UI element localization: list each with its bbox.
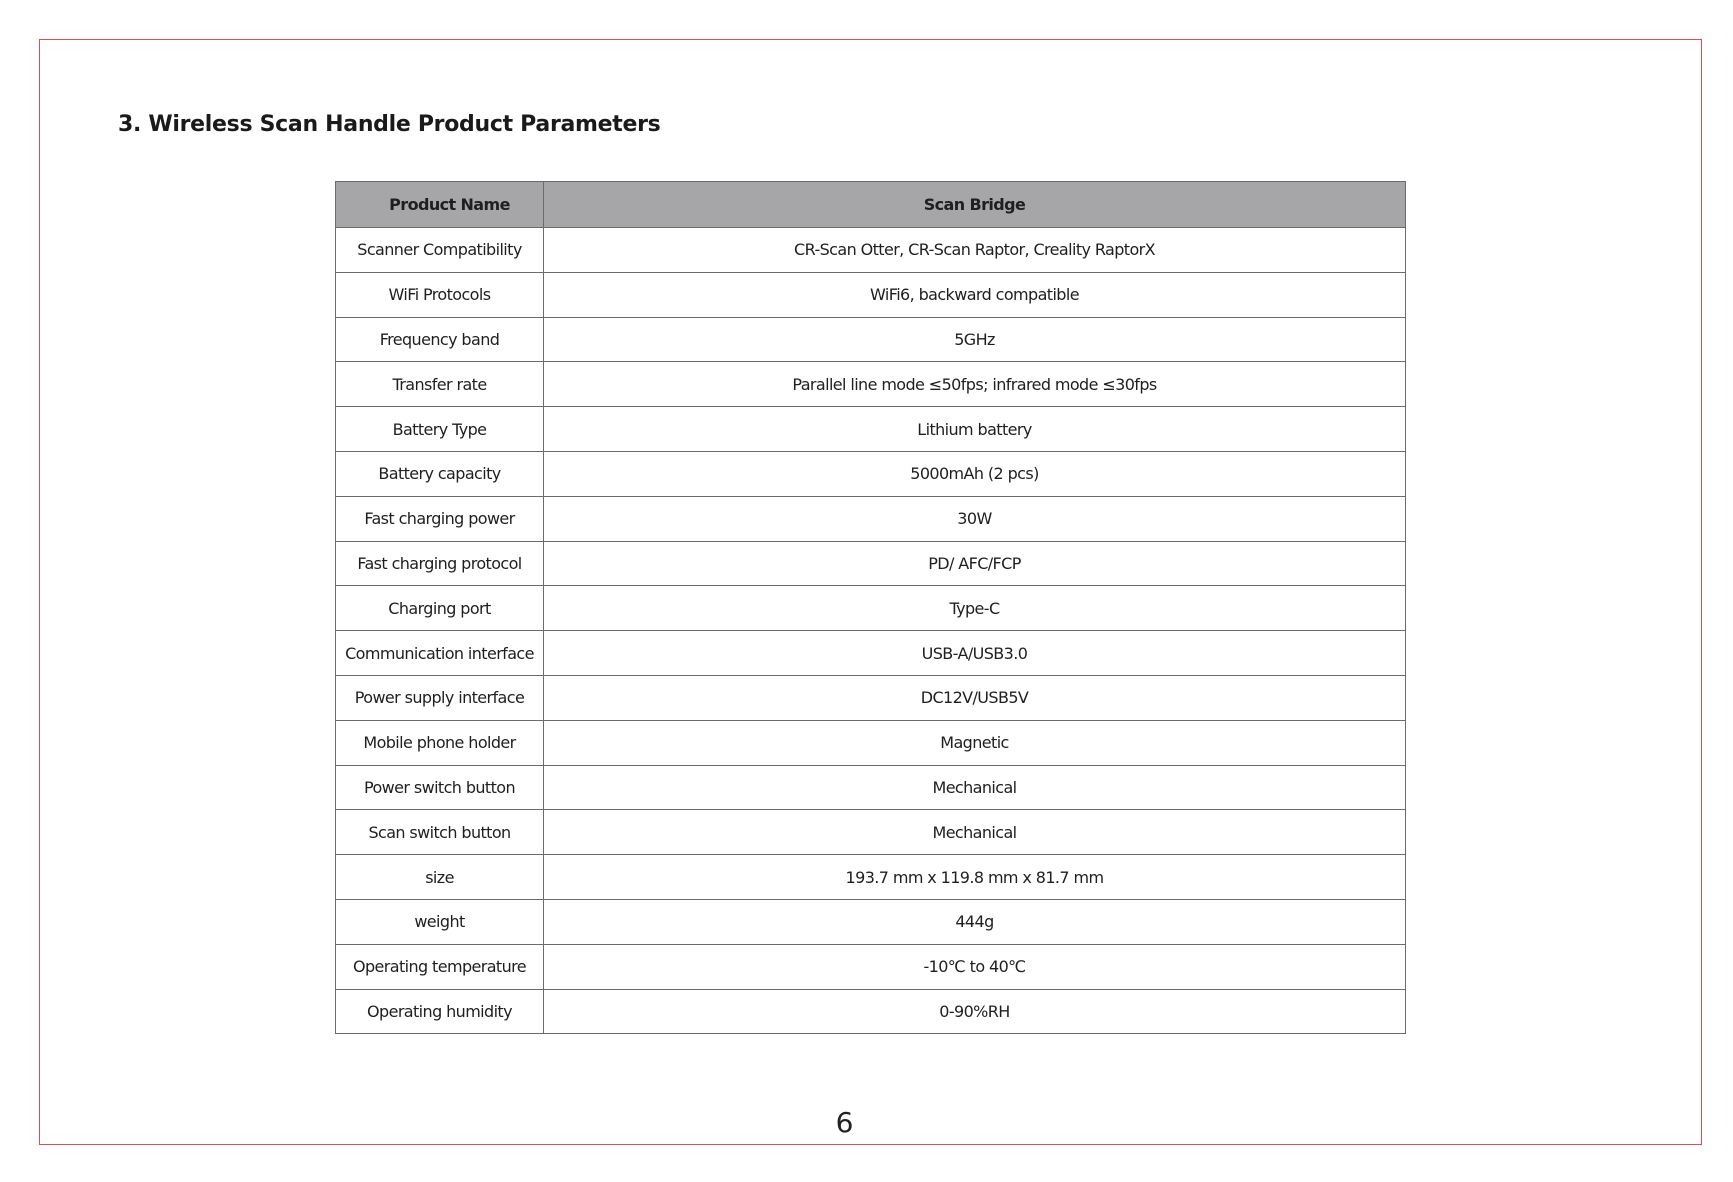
parameter-value-cell: USB-A/USB3.0 <box>544 631 1406 676</box>
parameter-value-cell: -10℃ to 40℃ <box>544 944 1406 989</box>
table-row <box>336 765 1406 810</box>
parameter-name-cell: size <box>336 855 544 900</box>
parameter-name-cell: Operating humidity <box>336 989 544 1034</box>
parameter-value-cell: Mechanical <box>544 765 1406 810</box>
parameter-name-cell: Fast charging power <box>336 496 544 541</box>
table-row <box>336 317 1406 362</box>
table-row <box>336 989 1406 1034</box>
parameter-value-cell: 0-90%RH <box>544 989 1406 1034</box>
table-row <box>336 810 1406 855</box>
table-row <box>336 631 1406 676</box>
parameter-value-cell: 30W <box>544 496 1406 541</box>
table-row <box>336 899 1406 944</box>
parameter-value-cell: CR-Scan Otter, CR-Scan Raptor, Creality RaptorX <box>544 228 1406 273</box>
parameter-name-cell: Mobile phone holder <box>336 720 544 765</box>
table-header-row <box>336 182 1406 228</box>
parameter-name-cell: WiFi Protocols <box>336 272 544 317</box>
table-row <box>336 855 1406 900</box>
parameter-value-cell: DC12V/USB5V <box>544 675 1406 720</box>
table-row <box>336 228 1406 273</box>
header-value: Scan Bridge <box>544 182 1406 228</box>
table-row <box>336 586 1406 631</box>
table-row <box>336 675 1406 720</box>
table-row <box>336 451 1406 496</box>
parameter-value-cell: Type-C <box>544 586 1406 631</box>
table-row <box>336 362 1406 407</box>
parameter-name-cell: Fast charging protocol <box>336 541 544 586</box>
parameter-value-cell: 444g <box>544 899 1406 944</box>
parameter-name-cell: Scan switch button <box>336 810 544 855</box>
table-row <box>336 944 1406 989</box>
parameter-name-cell: Communication interface <box>336 631 544 676</box>
table-row <box>336 720 1406 765</box>
parameter-name-cell: Battery capacity <box>336 451 544 496</box>
parameter-name-cell: Battery Type <box>336 407 544 452</box>
parameter-value-cell: PD/ AFC/FCP <box>544 541 1406 586</box>
table-row <box>336 407 1406 452</box>
parameter-value-cell: Lithium battery <box>544 407 1406 452</box>
parameter-name-cell: Power supply interface <box>336 675 544 720</box>
table-row <box>336 496 1406 541</box>
parameter-value-cell: Parallel line mode ≤50fps; infrared mode ≤30fps <box>544 362 1406 407</box>
parameter-name-cell: weight <box>336 899 544 944</box>
parameter-name-cell: Charging port <box>336 586 544 631</box>
parameter-value-cell: Magnetic <box>544 720 1406 765</box>
spec-table-body <box>336 228 1406 1034</box>
parameter-value-cell: 193.7 mm x 119.8 mm x 81.7 mm <box>544 855 1406 900</box>
table-row <box>336 272 1406 317</box>
spec-table <box>335 181 1406 1034</box>
parameter-name-cell: Transfer rate <box>336 362 544 407</box>
parameter-value-cell: 5GHz <box>544 317 1406 362</box>
header-parameter: Product Name <box>336 182 544 228</box>
page-number: 6 <box>835 1106 854 1139</box>
parameter-value-cell: 5000mAh (2 pcs) <box>544 451 1406 496</box>
parameter-name-cell: Operating temperature <box>336 944 544 989</box>
parameter-name-cell: Scanner Compatibility <box>336 228 544 273</box>
parameter-name-cell: Power switch button <box>336 765 544 810</box>
parameter-value-cell: WiFi6, backward compatible <box>544 272 1406 317</box>
table-row <box>336 541 1406 586</box>
parameter-name-cell: Frequency band <box>336 317 544 362</box>
section-title: 3. Wireless Scan Handle Product Parameters <box>118 112 661 137</box>
parameter-value-cell: Mechanical <box>544 810 1406 855</box>
